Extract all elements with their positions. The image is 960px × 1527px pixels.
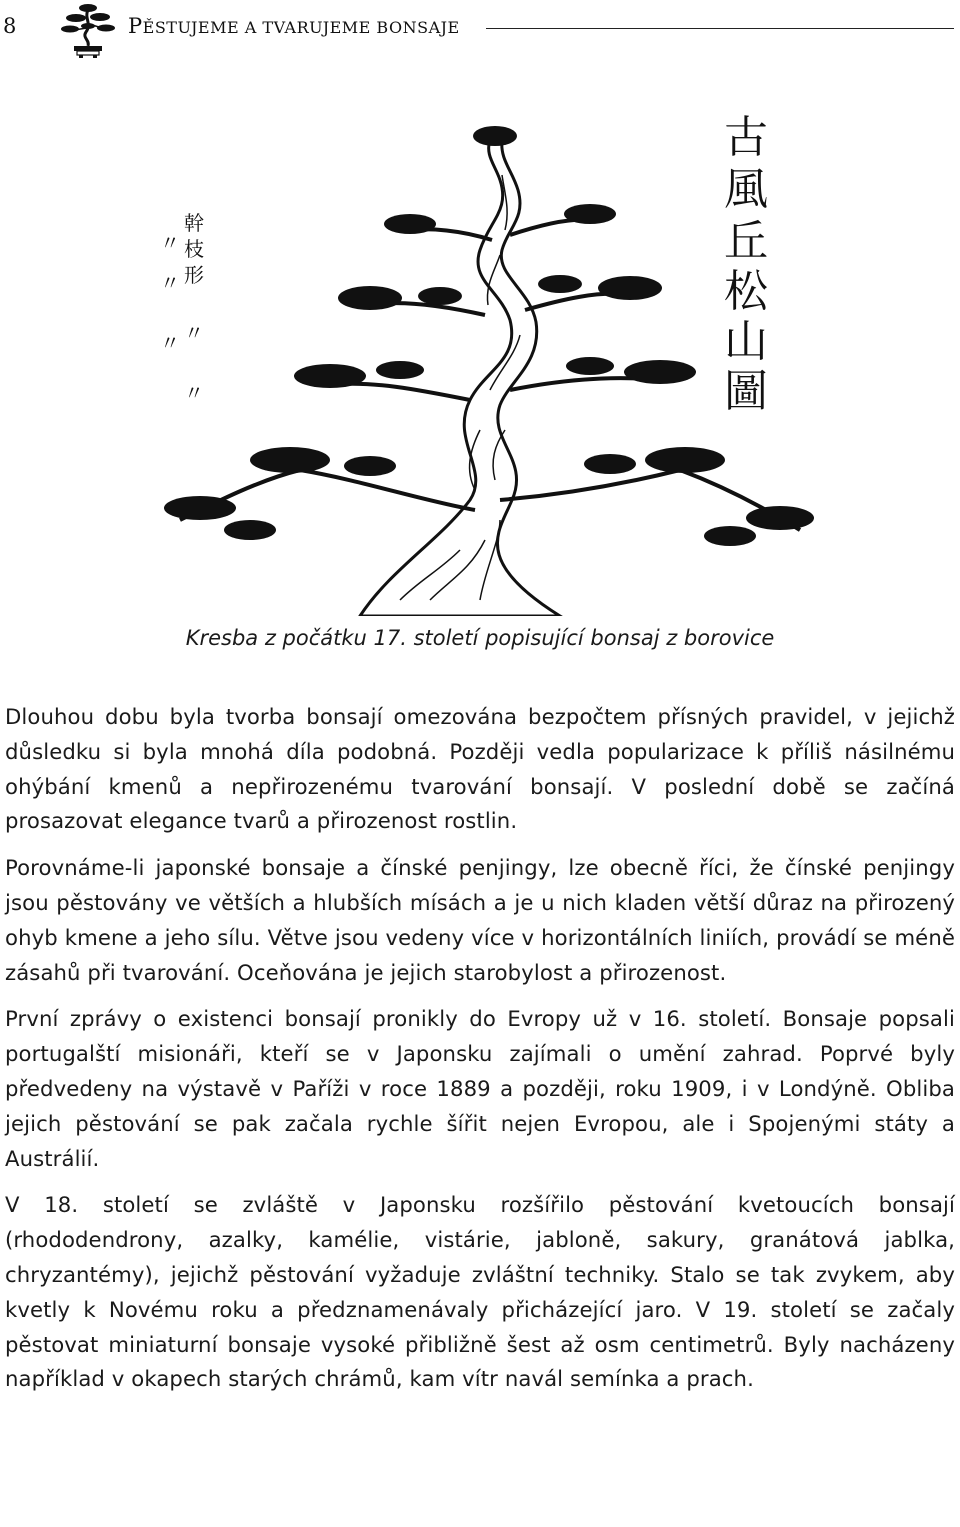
svg-text:丘: 丘 [724,216,768,267]
svg-text:〃: 〃 [184,321,204,345]
svg-text:松: 松 [724,266,768,317]
svg-text:山: 山 [724,316,768,367]
bonsai-logo-icon [60,0,116,60]
svg-text:〃: 〃 [160,331,180,355]
calligraphy-left [160,211,204,405]
body-text [5,700,955,1409]
running-title [128,14,460,38]
paragraph-4: V 18. století se zvláště v Japonsku rozšířilo pěstování kvetoucích bonsají (rhododendrony, azalky, kamélie, vistárie, jabloně, sakury, granátová jablka, chryzantémy), jejichž pěstování vyžaduje zvláštní techniky. Stalo se tak zvykem, aby kvetly k Novému roku a předznamenávaly přicházející jaro. V 19. století se začaly pěstovat miniaturní bonsaje vysoké přibližně šest až osm centimetrů. Byly nacházeny například v okapech starých chrámů, kam vítr navál semínka a prach. [5,1192,955,1392]
svg-text:圖: 圖 [724,366,768,417]
page-header [0,0,960,60]
paragraph-3: První zprávy o existenci bonsají pronikly do Evropy už v 16. století. Bonsaje popsali portugalští misionáři, kteří se v Japonsku zajímali o umění zahrad. Poprvé byly předvedeny na výstavě v Paříži v roce 1889 a později, roku 1909, i v Londýně. Obliba jejich pěstování se pak začala rychle šířit nejen Evropou, ale i Spojenými státy a Austrálií. [5,1006,955,1171]
svg-text:枝: 枝 [184,237,204,261]
pine-bonsai-illustration [140,100,820,616]
figure-caption: Kresba z počátku 17. století popisující bonsaj z borovice [185,626,775,650]
running-title-rest: ĚSTUJEME A TVARUJEME BONSAJE [142,18,460,37]
svg-text:〃: 〃 [184,381,204,405]
running-title-initial: P [128,14,143,38]
page-number: 8 [3,14,17,38]
paragraph-1: Dlouhou dobu byla tvorba bonsají omezována bezpočtem přísných pravidel, v jejichž důsledku si byla mnohá díla podobná. Později vedla popularizace k příliš násilnému ohýbání kmenů a nepřirozenému tvarování bonsají. V poslední době se začíná prosazovat elegance tvarů a přirozenost rostlin. [5,704,955,834]
calligraphy-right [724,112,769,417]
paragraph-2: Porovnáme-li japonské bonsaje a čínské penjingy, lze obecně říci, že čínské penjingy jsou pěstovány ve větších a hlubších mísách a je u nich kladen větší důraz na přirozený ohyb kmene a jeho sílu. Větve jsou vedeny více v horizontálních liniích, provádí se méně zásahů při tvarování. Oceňována je jejich starobylost a přirozenost. [5,855,955,985]
svg-text:形: 形 [184,263,204,287]
header-rule [486,28,954,29]
svg-text:古: 古 [724,112,768,163]
svg-text:風: 風 [724,164,768,215]
svg-text:〃: 〃 [160,271,180,295]
svg-text:幹: 幹 [184,211,204,235]
svg-text:〃: 〃 [160,231,180,255]
